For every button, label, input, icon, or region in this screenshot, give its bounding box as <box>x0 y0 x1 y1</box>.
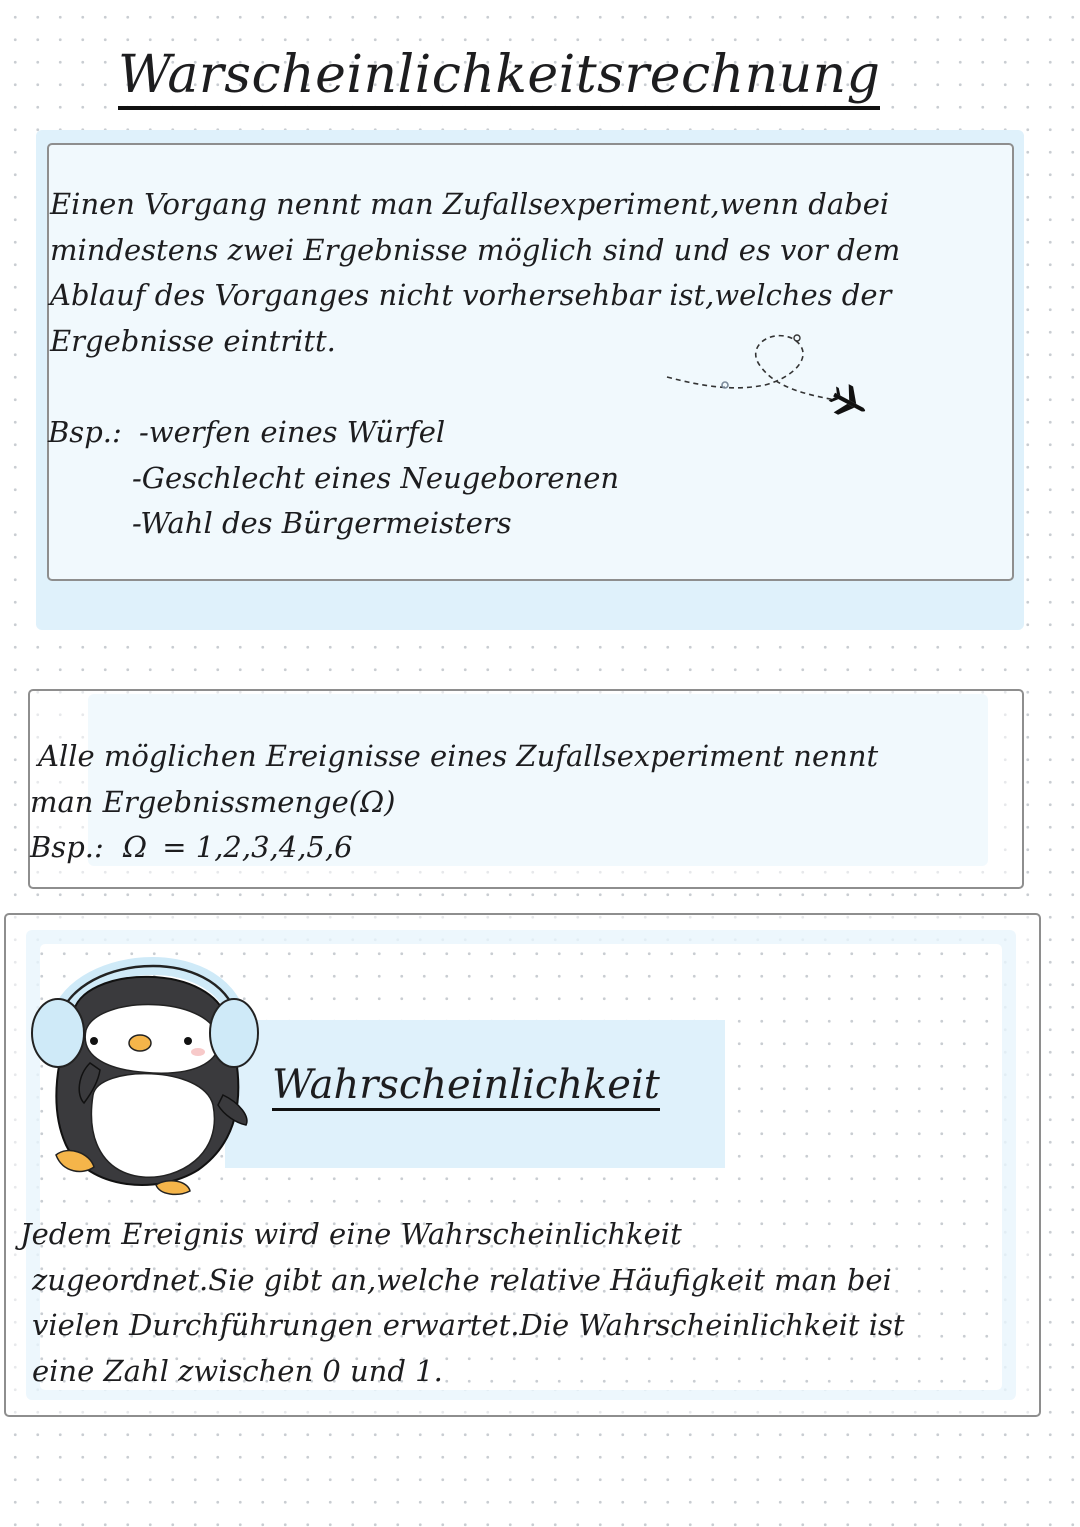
section2-example-row <box>30 825 878 871</box>
section1-examples <box>48 410 619 547</box>
section2-example-value: = 1,2,3,4,5,6 <box>162 830 353 864</box>
section1-line: mindestens zwei Ergebnisse möglich sind und es vor dem <box>50 232 901 267</box>
section3-heading: Wahrscheinlichkeit <box>272 1062 660 1111</box>
section2-example-label: Bsp.: <box>30 830 104 864</box>
section3-line: Jedem Ereignis wird eine Wahrscheinlichkeit <box>20 1217 682 1251</box>
section2-definition <box>30 734 879 871</box>
page-title: Warscheinlichkeitsrechnung <box>118 44 880 110</box>
section3-definition <box>20 1212 905 1394</box>
examples-label: Bsp.: <box>48 415 122 449</box>
section3-line: zugeordnet.Sie gibt an,welche relative Häufigkeit man bei <box>32 1262 892 1297</box>
section1-line: Ergebnisse eintritt. <box>50 323 336 358</box>
omega-symbol: Ω <box>122 830 148 864</box>
example-item: -werfen eines Würfel <box>138 415 446 449</box>
section3-line: vielen Durchführungen erwartet.Die Wahrscheinlichkeit ist <box>32 1308 905 1342</box>
section2-line: man Ergebnissmenge(Ω) <box>30 784 396 819</box>
example-item: -Geschlecht eines Neugeborenen <box>132 460 620 495</box>
examples-row <box>48 410 619 456</box>
penguin-icon <box>28 945 268 1205</box>
section1-line: Ablauf des Vorganges nicht vorhersehbar ist,welches der <box>50 278 892 312</box>
section2-line: Alle möglichen Ereignisse eines Zufallsexperiment nennt <box>38 739 879 773</box>
section3-line: eine Zahl zwischen 0 und 1. <box>32 1353 443 1388</box>
section1-line: Einen Vorgang nennt man Zufallsexperiment,wenn dabei <box>50 187 890 221</box>
airplane-icon <box>665 325 880 425</box>
example-item: -Wahl des Bürgermeisters <box>132 506 512 540</box>
